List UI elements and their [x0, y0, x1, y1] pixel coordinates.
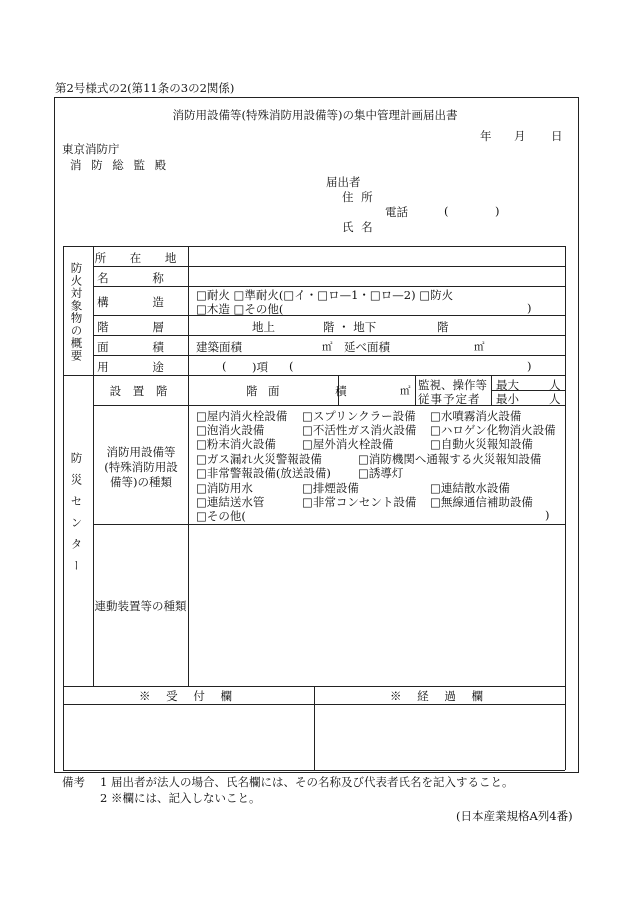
- min-label: 最小: [496, 392, 519, 406]
- equip-halogen[interactable]: □ハロゲン化物消火設備: [430, 423, 556, 437]
- area-unit-1: ㎡: [322, 341, 333, 353]
- equip-emergency-alarm[interactable]: □非常警報設備(放送設備): [196, 466, 331, 480]
- location-label: 所 在 地: [94, 251, 187, 265]
- min-unit: 人: [549, 392, 561, 406]
- phone-paren-close: ): [495, 204, 500, 218]
- floors-label: 階 層: [97, 320, 184, 334]
- note-2: 2 ※欄には、記入しないこと。: [100, 791, 261, 805]
- floors-end-label: 階: [437, 320, 449, 334]
- form-title: 消防用設備等(特殊消防用設備等)の集中管理計画届出書: [172, 108, 458, 122]
- install-floor-label: 設 置 階: [109, 384, 172, 398]
- equip-fire-water[interactable]: □消防用水: [196, 481, 253, 495]
- monitor-label: 監視、操作等: [418, 378, 487, 392]
- floors-mid-label: 階 ・ 地下: [323, 320, 377, 334]
- structure-options-2[interactable]: □木造 □その他(: [196, 302, 284, 316]
- building-section-label: 防火対象物の概要: [69, 262, 84, 362]
- paper-size: (日本産業規格A列4番): [456, 809, 573, 823]
- max-label: 最大: [496, 378, 519, 392]
- usage-paren: (: [289, 359, 294, 373]
- equip-smoke-exhaust[interactable]: □排煙設備: [302, 481, 359, 495]
- addressee-org: 東京消防庁: [62, 142, 120, 156]
- equip-auto-fire-alarm[interactable]: □自動火災報知設備: [430, 437, 533, 451]
- total-area-label: 延べ面積: [344, 340, 390, 354]
- area-unit-2: ㎡: [474, 341, 485, 353]
- interlock-label: 連動装置等の種類: [94, 599, 187, 613]
- equip-indoor-hydrant[interactable]: □屋内消火栓設備: [196, 409, 288, 423]
- structure-close: ): [527, 301, 532, 315]
- center-area-label: 面 積: [268, 384, 373, 398]
- notes-label: 備考: [62, 775, 85, 789]
- note-1: 1 届出者が法人の場合、氏名欄には、その名称及び代表者氏名を記入すること。: [100, 775, 514, 789]
- date-year: 年: [480, 129, 492, 143]
- usage-label: 用 途: [97, 360, 184, 374]
- max-unit: 人: [549, 378, 561, 392]
- equip-other[interactable]: □その他(: [196, 509, 246, 523]
- reception-label: ※ 受 付 欄: [139, 689, 238, 703]
- equip-guide-light[interactable]: □誘導灯: [358, 466, 404, 480]
- date-month: 月: [514, 129, 526, 143]
- usage-close-1: )項: [252, 360, 268, 374]
- equip-gas-leak-alarm[interactable]: □ガス漏れ火災警報設備: [196, 452, 322, 466]
- planned-staff-label: 従事予定者: [418, 392, 481, 406]
- equip-connected-sprinkler[interactable]: □連結散水設備: [430, 481, 510, 495]
- equip-radio-aux[interactable]: □無線通信補助設備: [430, 495, 533, 509]
- equip-powder[interactable]: □粉末消火設備: [196, 437, 276, 451]
- equip-foam[interactable]: □泡消火設備: [196, 423, 265, 437]
- equip-inert-gas[interactable]: □不活性ガス消火設備: [302, 423, 417, 437]
- usage-open: (: [222, 359, 227, 373]
- equip-outdoor-hydrant[interactable]: □屋外消火栓設備: [302, 437, 394, 451]
- floor-suffix: 階: [246, 384, 258, 398]
- submitter-label: 届出者: [326, 175, 361, 189]
- phone-paren-open: (: [444, 204, 449, 218]
- building-area-label: 建築面積: [196, 340, 242, 354]
- equip-emergency-outlet[interactable]: □非常コンセント設備: [302, 495, 417, 509]
- addressee-title: 消 防 総 監 殿: [70, 158, 170, 172]
- usage-close-2: ): [527, 359, 532, 373]
- center-section-label: 防災センター: [69, 452, 84, 581]
- equip-standpipe[interactable]: □連結送水管: [196, 495, 265, 509]
- phone-label: 電話: [385, 205, 408, 219]
- progress-label: ※ 経 過 欄: [390, 689, 489, 703]
- form-reference: 第2号様式の2(第11条の3の2関係): [55, 81, 235, 95]
- area-label: 面 積: [97, 340, 184, 354]
- floors-above-label: 地上: [252, 320, 275, 334]
- equip-water-spray[interactable]: □水噴霧消火設備: [430, 409, 522, 423]
- equip-sprinkler[interactable]: □スプリンクラー設備: [302, 409, 416, 423]
- address-label: 住 所: [342, 190, 375, 204]
- name-label: 氏 名: [342, 220, 375, 234]
- equip-fire-dept-notify[interactable]: □消防機関へ通報する火災報知設備: [358, 452, 542, 466]
- center-area-unit: ㎡: [400, 385, 411, 397]
- structure-options-1[interactable]: □耐火 □準耐火(□イ・□ロ—1・□ロ—2) □防火: [196, 288, 454, 302]
- equip-other-close: ): [545, 508, 550, 522]
- name-row-label: 名 称: [97, 271, 184, 285]
- structure-label: 構 造: [97, 295, 184, 309]
- date-day: 日: [551, 129, 563, 143]
- equipment-type-label: 消防用設備等(特殊消防用設備等)の種類: [104, 445, 178, 489]
